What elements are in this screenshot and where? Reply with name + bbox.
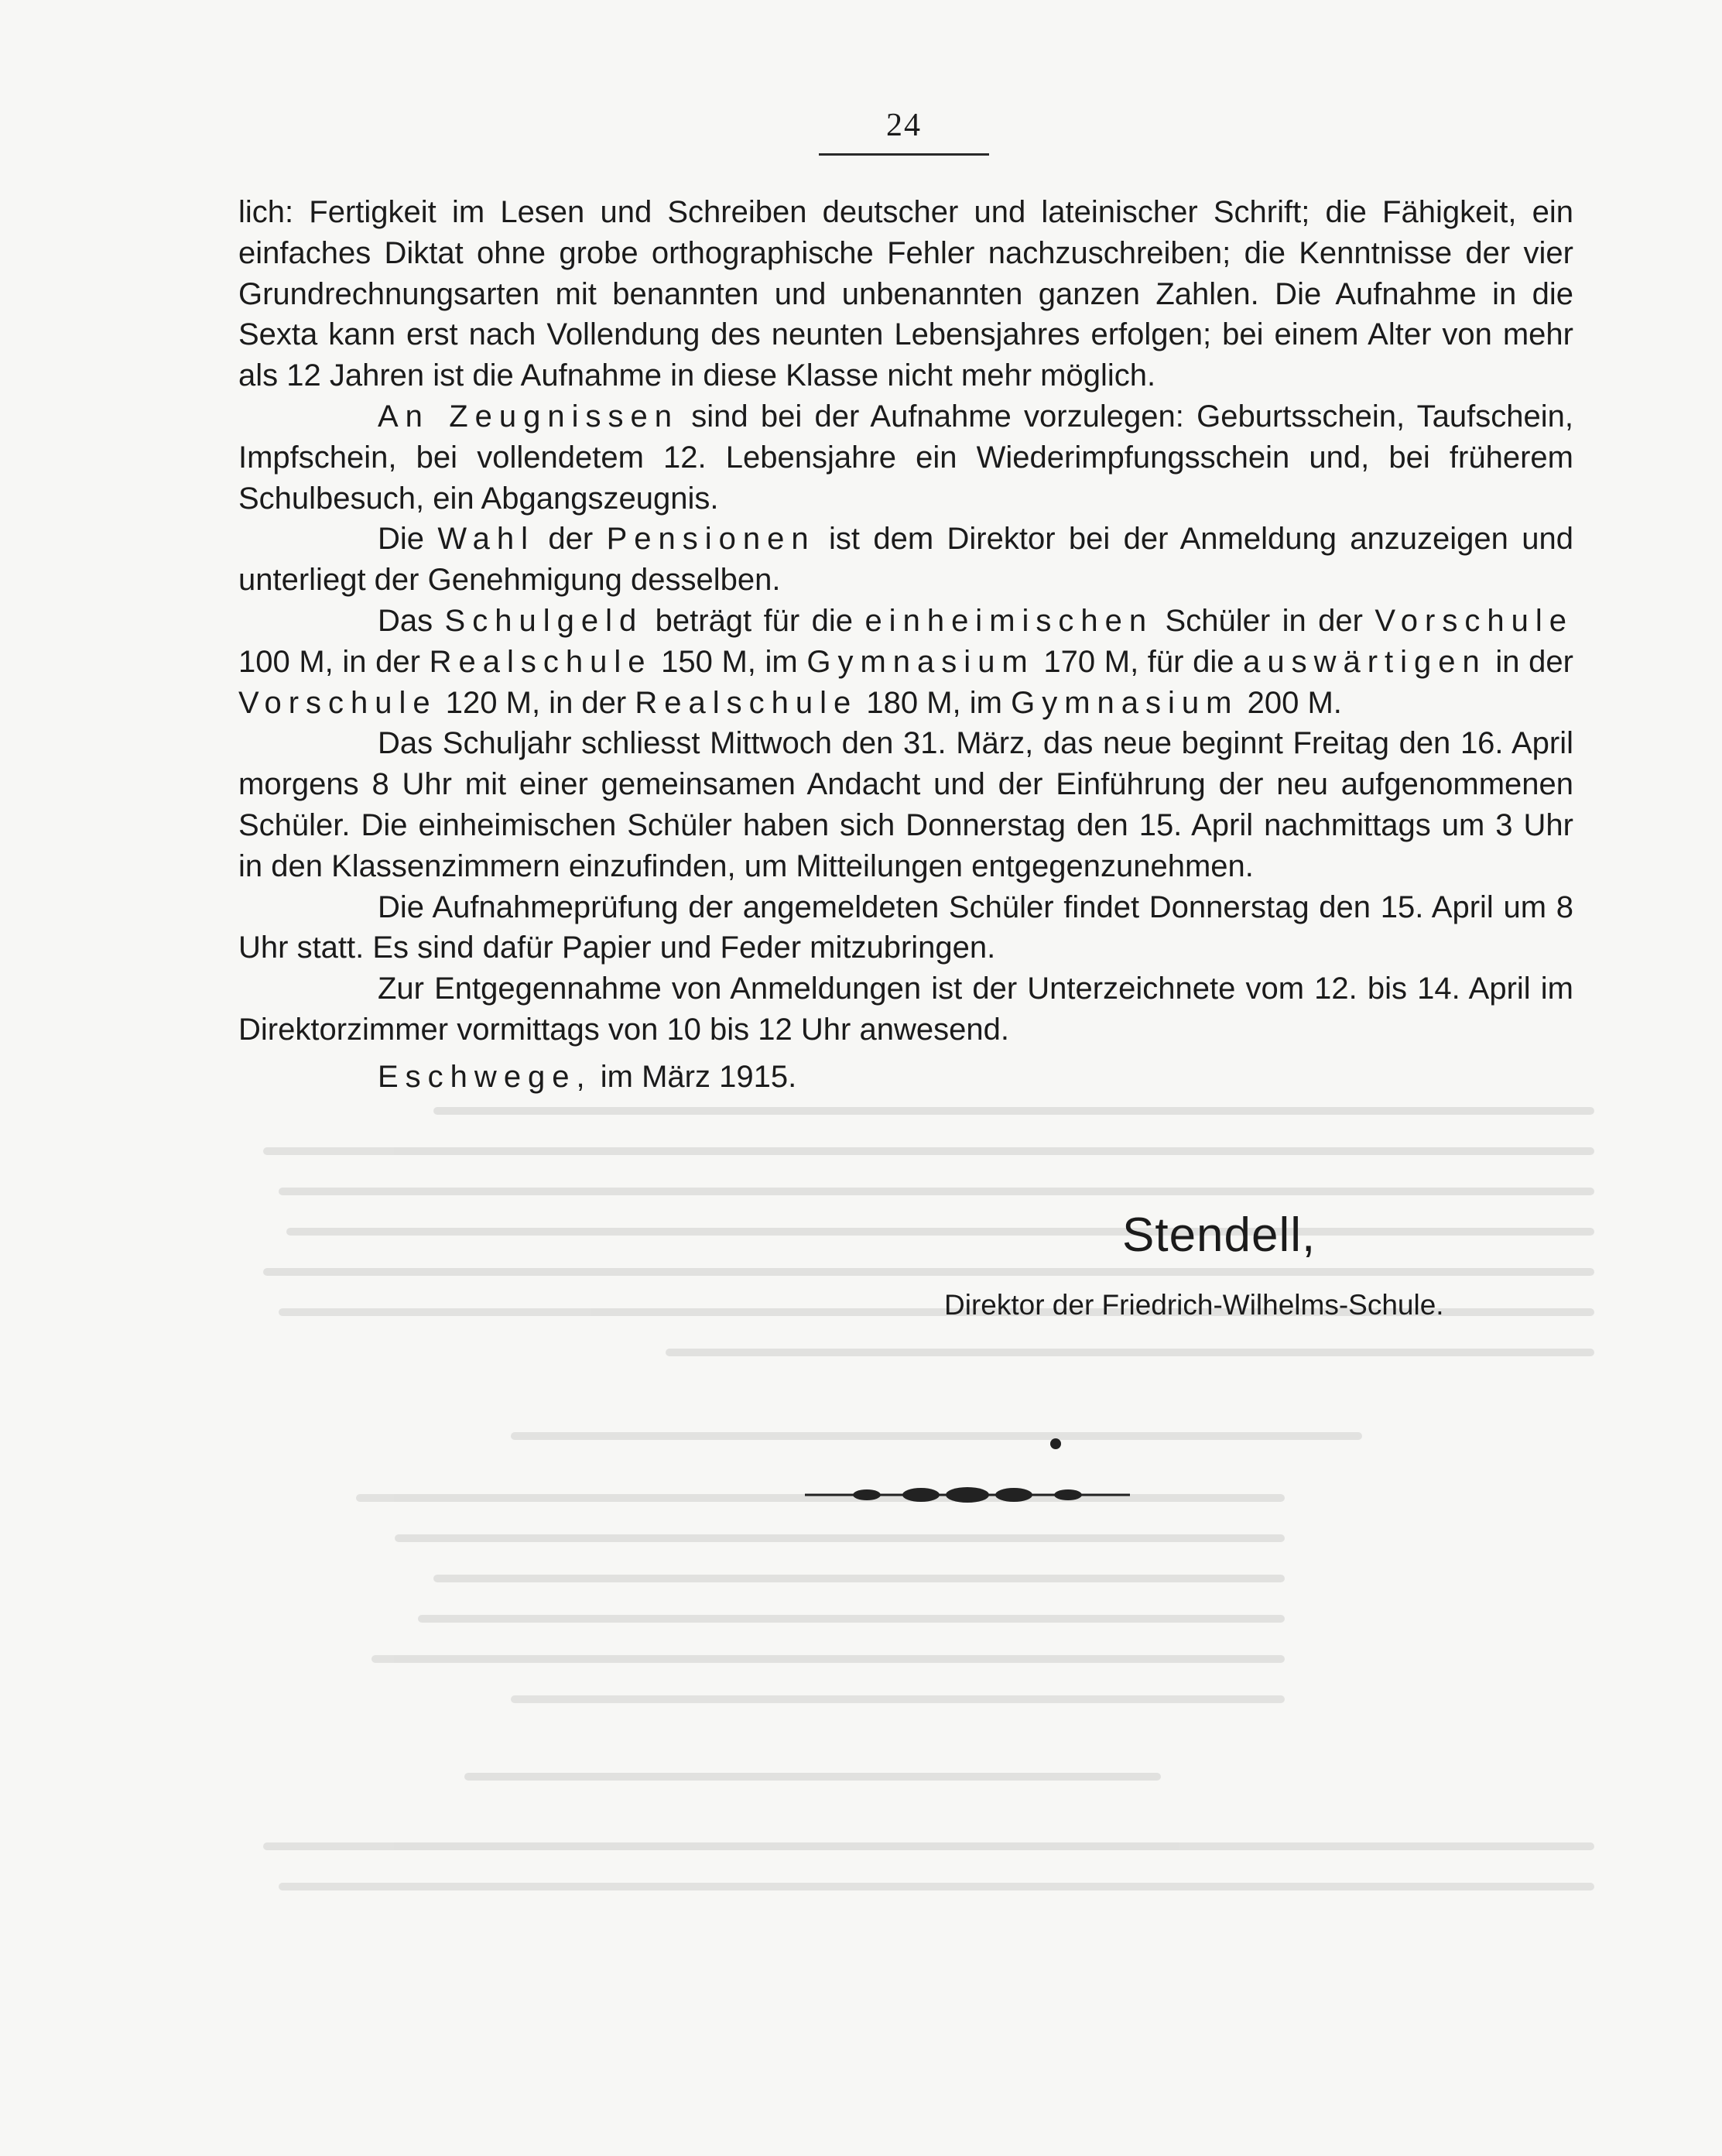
dot-mark xyxy=(1050,1438,1061,1449)
text-segment: ist dem Direktor bei der Anmeldung anzuzeigen und unterliegt der Genehmigung desselben. xyxy=(238,522,1574,598)
text-segment: beträgt für die xyxy=(643,603,865,638)
emphasis-vorschule: Vorschule xyxy=(238,685,437,720)
show-through-text xyxy=(232,1107,1594,1959)
page-number: 24 xyxy=(886,108,922,143)
emphasis-schulgeld: Schulgeld xyxy=(444,603,644,638)
paragraph-certificates-text: sind bei der Aufnahme vorzulegen: Geburtsschein, Taufschein, Impfschein, bei vollendetem 12. Lebensjahre ein Wiederimpfungsschein und, bei früherem Schulbesuch, ein Abgangszeugnis. xyxy=(238,399,1573,516)
text-segment: 200 M. xyxy=(1238,685,1342,720)
text-segment: Das xyxy=(378,603,445,638)
paragraph-school-year: Das Schuljahr schliesst Mittwoch den 31. März, das neue beginnt Freitag den 16. April morgens 8 Uhr mit einer gemeinsamen Andacht und der Einführung der neu aufgenommenen Schüler. Die einheimischen Schüler haben sich Donnerstag den 15. April nachmittags um 3 Uhr in den Klassenzimmern einzufinden, um Mitteilungen entgegenzunehmen. xyxy=(238,726,1573,883)
text-segment: Die xyxy=(378,522,438,557)
text-segment: 180 M, im xyxy=(858,685,1012,720)
paragraph-registration: Zur Entgegennahme von Anmeldungen ist der Unterzeichnete vom 12. bis 14. April im Direktorzimmer vormittags von 10 bis 12 Uhr anwesend. xyxy=(238,972,1573,1047)
paragraph-admission-requirements: lich: Fertigkeit im Lesen und Schreiben deutscher und lateinischer Schrift; die Fähigkeit, ein einfaches Diktat ohne grobe orthographische Fehler nachzuschreiben; die Kenntnisse der vier Grundrechnungsarten mit benannten und unbenannten ganzen Zahlen. Die Aufnahme in die Sexta kann erst nach Vollendung des neunten Lebensjahres erfolgen; bei einem Alter von mehr als 12 Jahren ist die Aufnahme in diese Klasse nicht mehr möglich. xyxy=(238,195,1573,393)
emphasis-gymnasium: Gymnasium xyxy=(1011,685,1239,720)
signature-name: Stendell, xyxy=(1122,1208,1316,1262)
page-number-rule xyxy=(819,153,989,156)
emphasis-realschule: Realschule xyxy=(635,685,858,720)
text-segment: in der xyxy=(1486,644,1573,679)
emphasis-gymnasium: Gymnasium xyxy=(806,644,1035,679)
text-segment: 150 M, im xyxy=(652,644,807,679)
emphasis-pensionen: Pensionen xyxy=(606,522,816,557)
text-segment: 120 M, in der xyxy=(436,685,635,720)
emphasis-auswaertigen: auswärtigen xyxy=(1243,644,1487,679)
paragraph-school-fees xyxy=(238,601,1573,723)
paragraph-boarding xyxy=(238,519,1573,601)
place-eschwege: Eschwege, xyxy=(378,1059,592,1094)
emphasis-wahl: Wahl xyxy=(437,522,536,557)
emphasis-zeugnissen: An Zeugnissen xyxy=(378,399,679,434)
date-text: im März 1915. xyxy=(591,1059,797,1094)
emphasis-vorschule: Vorschule xyxy=(1375,603,1573,638)
signature-title: Direktor der Friedrich-Wilhelms-Schule. xyxy=(944,1289,1444,1321)
text-segment: 170 M, für die xyxy=(1034,644,1244,679)
emphasis-einheimischen: einheimischen xyxy=(864,603,1154,638)
ornament-divider xyxy=(805,1485,1130,1505)
text-segment: 100 M, in der xyxy=(238,644,430,679)
body-text xyxy=(238,192,1573,1098)
place-date-line xyxy=(238,1057,1573,1098)
paragraph-entrance-exam: Die Aufnahmeprüfung der angemeldeten Schüler findet Donnerstag den 15. April um 8 Uhr statt. Es sind dafür Papier und Feder mitzubringen. xyxy=(238,889,1573,965)
text-segment: der xyxy=(535,522,607,557)
emphasis-realschule: Realschule xyxy=(429,644,652,679)
text-segment: Schüler in der xyxy=(1153,603,1375,638)
paragraph-certificates xyxy=(238,396,1573,519)
